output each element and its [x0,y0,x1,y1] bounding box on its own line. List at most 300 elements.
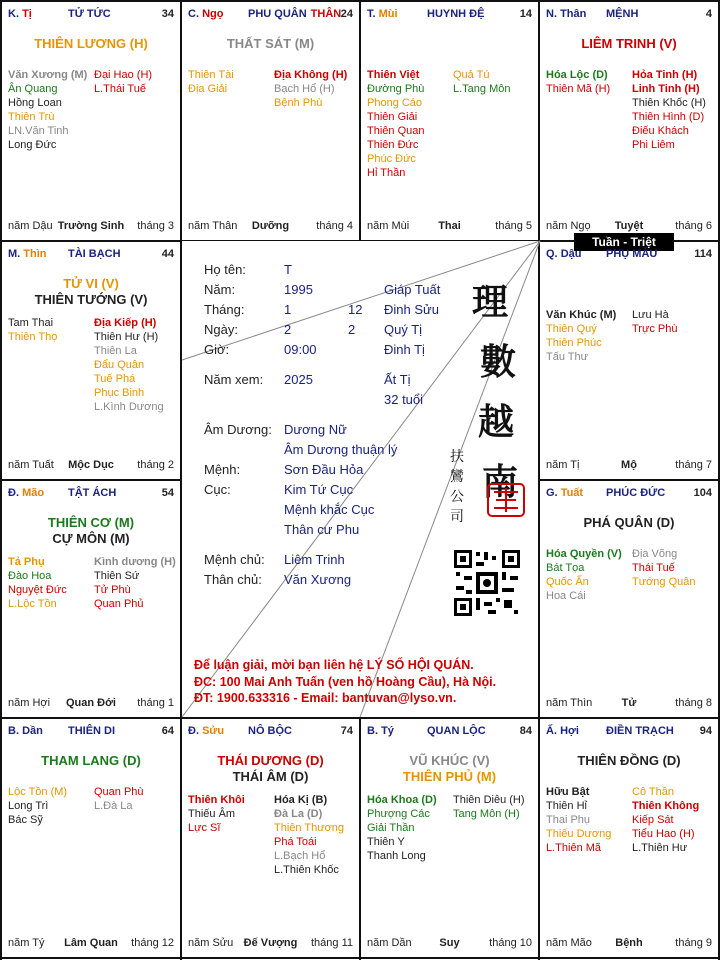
minor-stars-right [453,793,525,821]
seal-char-4: 司 [450,509,464,525]
palace-header [8,8,174,24]
palace-can-chi [367,725,394,737]
footer-stage: Tuyệt [614,220,644,232]
palace-number: 94 [699,725,712,737]
minor-star: Phượng Các [367,808,430,820]
am-duong-label: Âm Dương: [204,422,272,437]
palace-name-text: TỬ TỨC [68,8,111,20]
palace-name [606,725,674,737]
thang-can-chi: Đinh Sửu [384,302,439,317]
palace-can: Đ. [188,725,199,737]
footer-year: năm Tuất [8,459,54,471]
minor-star: Đường Phù [367,83,425,95]
palace-chi: Tý [381,725,394,737]
palace-header [188,8,353,24]
minor-star: Bát Tọa [546,562,585,574]
palace-name-text: PHỤ MẪU [606,248,658,260]
contact-line-3: ĐT: 1900.633316 - Email: bantuvan@lyso.vn. [194,691,457,705]
minor-star: Thiên Khôi [188,794,245,806]
red-seal-icon [486,482,526,518]
footer-stage: Quan Đới [66,697,116,709]
footer-year: năm Tý [8,937,45,949]
minor-star: Hữu Bật [546,786,590,798]
minor-star: Thiên Hình (D) [632,111,705,123]
minor-stars-right [94,555,176,611]
footer-year: năm Sửu [188,937,234,949]
palace-number: 114 [694,248,712,260]
minor-star: Địa Không (H) [274,69,348,81]
palace-number: 44 [161,248,174,260]
minor-star: Quốc Ấn [546,576,589,588]
minor-star: Phá Toái [274,836,317,848]
contact-line-1: Để luận giải, mời bạn liên hệ LÝ SỐ HỘI QUÁN. [194,658,474,672]
minor-star: Tam Thai [8,317,54,329]
calligraphy-char-3: 越 [478,401,515,443]
minor-star: Thiên Diêu (H) [453,794,525,806]
minor-star: Bác Sỹ [8,814,43,826]
minor-star: Tử Phù [94,584,131,596]
palace-mui [361,2,538,240]
palace-footer [367,937,532,951]
main-star: THIÊN LƯƠNG (H) [34,36,148,51]
seal-char-1: 扶 [450,449,464,465]
footer-year: năm Thân [188,220,238,232]
palace-name [248,8,341,20]
minor-star: Thiên Thương [274,822,345,834]
ngay-am: 2 [348,322,356,337]
minor-stars-left [188,793,245,835]
minor-stars-right [94,68,152,96]
palace-hoi [540,719,718,957]
palace-footer [367,220,532,234]
minor-star: Lực Sĩ [188,822,221,834]
minor-star: Thái Tuế [632,562,675,574]
than-cu: Thân cư Phu [284,522,360,537]
minor-star: Phi Liêm [632,139,675,151]
minor-star: Văn Khúc (M) [546,309,617,321]
nam-label: Năm: [204,282,236,297]
contact-line-2: ĐC: 100 Mai Anh Tuấn (ven hồ Hoàng Cầu), Hà Nội. [194,675,497,689]
palace-footer [8,697,174,711]
main-star: THÁI DƯƠNG (D) [217,753,324,768]
minor-star: L.Bạch Hổ [274,850,326,862]
minor-star: Bệnh Phù [274,97,323,109]
minor-stars-left [546,68,610,96]
minor-star: Long Trì [8,800,49,812]
palace-header [367,8,532,24]
palace-header [546,248,712,264]
minor-stars-left [8,785,67,827]
footer-month: tháng 2 [137,459,174,471]
menh-label: Mệnh: [204,462,241,477]
footer-month: tháng 10 [489,937,532,949]
palace-header [8,725,174,741]
minor-stars-left [8,68,87,152]
menh-chu-value: Liêm Trinh [284,552,345,567]
minor-star: Thanh Long [367,850,426,862]
palace-chi: Ngọ [202,8,224,20]
footer-year: năm Hợi [8,697,51,709]
palace-name [68,487,116,499]
minor-star: Thiên Mã (H) [546,83,611,95]
ngay-duong: 2 [284,322,292,337]
thang-label: Tháng: [204,302,245,317]
footer-year: năm Mùi [367,220,410,232]
footer-year: năm Ngọ [546,220,591,232]
footer-month: tháng 7 [675,459,712,471]
minor-star: Nguyệt Đức [8,584,67,596]
palace-ngo [182,2,359,240]
footer-month: tháng 12 [131,937,174,949]
palace-can: Q. [546,248,558,260]
palace-number: 64 [161,725,174,737]
palace-can-chi [8,487,44,499]
palace-number: 84 [519,725,532,737]
palace-can: C. [188,8,199,20]
cuc-label: Cục: [204,482,231,497]
minor-star: L.Thái Tuế [94,83,146,95]
footer-stage: Mộ [621,459,637,471]
palace-can: N. [546,8,557,20]
thang-duong: 1 [284,302,292,317]
palace-can-chi [546,487,583,499]
center-info [180,240,540,718]
than-chu-label: Thân chủ: [204,572,262,587]
minor-star: Thiên Phúc [546,337,602,349]
minor-star: Thiếu Dương [546,828,612,840]
palace-header [188,725,353,741]
palace-can: G. [546,487,558,499]
palace-name-text: NÔ BỘC [248,725,292,737]
minor-star: Thiên La [94,345,137,357]
nam-can-chi: Giáp Tuất [384,282,441,297]
footer-year: năm Dần [367,937,412,949]
minor-star: Linh Tinh (H) [632,83,700,95]
palace-footer [188,937,353,951]
minor-star: L.Thiên Khốc [274,864,339,876]
cuc-khac: Mệnh khắc Cục [284,502,375,517]
menh-chu-label: Mệnh chủ: [204,552,265,567]
main-star: THIÊN PHỦ (M) [402,769,497,784]
minor-stars-right [632,547,696,589]
minor-star: Đẩu Quân [94,359,145,371]
cuc-value: Kim Tứ Cục [284,482,354,497]
minor-star: Phong Cáo [367,97,423,109]
footer-month: tháng 3 [137,220,174,232]
footer-stage: Trường Sinh [57,220,125,232]
footer-stage: Dưỡng [251,220,290,232]
footer-stage: Đế Vượng [243,937,298,949]
minor-star: Thiên Hư (H) [94,331,159,343]
minor-stars-left [8,316,57,344]
palace-header [367,725,532,741]
palace-chi: Dậu [560,248,582,260]
main-star: THẤT SÁT (M) [226,36,315,51]
palace-can: Ấ. [546,725,557,737]
palace-chi: Hợi [560,725,579,737]
palace-can: B. [8,725,19,737]
minor-stars-left [367,68,424,180]
footer-year: năm Thìn [546,697,593,709]
palace-name [427,725,486,737]
palace-name [427,8,484,20]
nam-xem-can-chi: Ất Tị [384,372,411,387]
palace-can-chi [8,248,47,260]
palace-name [606,248,657,260]
main-star: VŨ KHÚC (V) [409,753,490,768]
thang-am: 12 [348,302,363,317]
minor-stars-right [274,68,347,110]
palace-header [8,487,174,503]
palace-footer [546,697,712,711]
minor-star: Thiên Quý [546,323,597,335]
minor-star: Thiên Đức [367,139,419,151]
palace-chi: Tuất [560,487,584,499]
seal-char-3: 公 [450,489,464,505]
palace-can-chi [367,8,398,20]
footer-month: tháng 6 [675,220,712,232]
footer-year: năm Mão [546,937,592,949]
tuoi-value: 32 tuổi [384,392,424,407]
palace-can: T. [367,8,376,20]
ho-ten-value: T [284,262,292,277]
minor-star: Lộc Tồn (M) [8,786,68,798]
palace-dau [540,242,718,479]
palace-can: M. [8,248,21,260]
minor-star: Lưu Hà [632,309,669,321]
minor-stars-left [188,68,234,96]
calligraphy-char-2: 數 [480,341,517,383]
palace-mao [2,481,180,717]
footer-month: tháng 1 [137,697,174,709]
minor-stars-right [94,785,144,813]
minor-star: Tả Phụ [8,556,45,568]
palace-name-text: THIÊN DI [68,725,116,737]
footer-month: tháng 8 [675,697,712,709]
footer-stage: Bệnh [615,937,643,949]
ngay-label: Ngày: [204,322,238,337]
minor-star: Thiên Hỉ [546,800,587,812]
ho-ten-label: Họ tên: [204,262,246,277]
footer-stage: Tử [621,697,637,709]
palace-ti [2,2,180,240]
palace-chi: Thìn [23,248,47,260]
tuan-triet-badge: Tuần - Triệt [574,233,674,251]
seal-char-2: 鸞 [450,469,464,485]
palace-number: 74 [340,725,353,737]
main-star: CỰ MÔN (M) [52,531,130,546]
palace-can: K. [8,8,19,20]
palace-can-chi [188,8,223,20]
minor-star: Thiên Thọ [8,331,58,343]
palace-chi: Tị [22,8,32,20]
than-chu-value: Văn Xương [284,572,352,587]
footer-stage: Lâm Quan [64,937,118,949]
calligraphy-char-4: 南 [482,461,519,503]
palace-name-text: TẬT ÁCH [68,487,117,499]
minor-star: Trực Phù [632,323,678,335]
minor-star: Tuế Phá [94,373,136,385]
palace-footer [546,937,712,951]
main-star: THIÊN CƠ (M) [47,515,135,530]
minor-star: Tiểu Hao (H) [632,828,695,840]
palace-ty [361,719,538,957]
palace-dan [2,719,180,957]
minor-stars-left [546,547,622,603]
palace-suu [182,719,359,957]
minor-star: Cô Thần [632,786,674,798]
main-star: THAM LANG (D) [41,753,141,768]
palace-can-chi [546,725,579,737]
palace-name [68,8,111,20]
palace-header [546,8,712,24]
minor-star: Địa Võng [632,548,678,560]
minor-star: Quan Phù [94,786,144,798]
minor-star: Hỉ Thần [367,167,406,179]
minor-star: Địa Giải [188,83,228,95]
minor-star: Bạch Hổ (H) [274,83,335,95]
minor-star: Thiên Giải [367,111,418,123]
footer-month: tháng 4 [316,220,353,232]
minor-stars-right [94,316,164,414]
minor-star: Tang Môn (H) [453,808,520,820]
minor-star: LN.Văn Tinh [8,125,69,137]
am-duong-value: Dương Nữ [284,422,347,437]
palace-name [68,725,115,737]
minor-star: Thiên Không [632,800,700,812]
minor-stars-right [274,793,344,877]
minor-stars-right [632,308,677,336]
minor-star: Giải Thần [367,822,415,834]
palace-number: 24 [340,8,353,20]
minor-star: Hóa Kị (B) [274,794,328,806]
palace-name [606,8,638,20]
palace-name-text: QUAN LỘC [427,725,486,737]
palace-footer [546,459,712,473]
palace-number: 14 [519,8,532,20]
palace-can-chi [188,725,224,737]
palace-name-text: PHU QUÂN [248,8,307,20]
minor-star: L.Thiên Mã [546,842,602,854]
palace-number: 54 [161,487,174,499]
minor-star: Kình dương (H) [94,556,176,568]
gio-can-chi: Đinh Tị [384,342,425,357]
minor-stars-right [632,785,699,855]
main-star: THIÊN ĐỒNG (D) [577,753,681,768]
palace-header [546,487,712,503]
minor-star: Phúc Đức [367,153,416,165]
palace-can-chi [8,8,32,20]
minor-star: Thiên Sứ [94,570,140,582]
minor-star: Hỏa Tinh (H) [632,69,698,81]
minor-stars-left [546,308,616,364]
minor-star: Hóa Quyền (V) [546,548,622,560]
palace-name-text: PHÚC ĐỨC [606,487,666,499]
palace-can: B. [367,725,378,737]
am-duong-ly: Âm Dương thuận lý [284,442,398,457]
minor-star: Tấu Thư [546,351,589,363]
minor-star: Hoa Cái [546,590,586,602]
palace-name-text: HUYNH ĐỆ [427,8,485,20]
palace-name-text: MỆNH [606,8,639,20]
minor-star: Kiếp Sát [632,814,674,826]
minor-star: Văn Xương (M) [8,69,88,81]
palace-chi: Mùi [378,8,398,20]
minor-star: Thiên Khốc (H) [632,97,706,109]
minor-star: Quả Tú [453,69,490,81]
minor-stars-left [367,793,437,863]
palace-chi: Sửu [202,725,225,737]
minor-star: Điếu Khách [632,125,689,137]
minor-star: Đà La (D) [274,808,323,820]
minor-star: Thiên Việt [367,69,420,81]
minor-star: Đào Hoa [8,570,52,582]
palace-name [68,248,121,260]
palace-name-text: ĐIỀN TRẠCH [606,725,674,737]
than-marker: THÂN [310,8,342,20]
minor-star: Long Đức [8,139,57,151]
minor-star: Đại Hao (H) [94,69,153,81]
minor-stars-left [546,785,611,855]
minor-star: Phục Binh [94,387,145,399]
minor-star: Thiên Tài [188,69,234,81]
ngay-can-chi: Quý Tị [384,322,423,337]
minor-star: Hóa Khoa (D) [367,794,437,806]
nam-xem-value: 2025 [284,372,313,387]
minor-star: L.Đà La [94,800,133,812]
palace-footer [8,459,174,473]
minor-star: Hóa Lộc (D) [546,69,608,81]
minor-stars-right [632,68,706,152]
footer-stage: Suy [439,937,460,949]
palace-number: 4 [705,8,712,20]
palace-chi: Dần [22,725,43,737]
minor-star: Ân Quang [8,83,58,95]
nam-xem-label: Năm xem: [204,372,264,387]
palace-can: Đ. [8,487,19,499]
minor-star: Thiên Quan [367,125,425,137]
palace-header [546,725,712,741]
minor-star: Thiên Trù [8,111,55,123]
main-star: LIÊM TRINH (V) [581,36,677,51]
palace-header [8,248,174,264]
footer-month: tháng 5 [495,220,532,232]
footer-year: năm Dậu [8,220,53,232]
footer-stage: Thai [438,220,461,232]
palace-chi: Mão [22,487,45,499]
minor-star: Tướng Quân [632,576,696,588]
qr-code-icon [452,548,522,618]
main-star: PHÁ QUÂN (D) [583,515,675,530]
minor-star: Thiếu Âm [188,808,236,820]
minor-star: Thai Phụ [546,814,591,826]
palace-can-chi [546,8,586,20]
palace-can-chi [8,725,43,737]
minor-star: L.Lộc Tồn [8,598,57,610]
main-star: THIÊN TƯỚNG (V) [34,292,148,307]
palace-can-chi [546,248,581,260]
minor-star: Quan Phủ [94,598,144,610]
minor-star: Thiên Y [367,836,405,848]
minor-star: L.Tang Môn [453,83,511,95]
minor-stars-right [453,68,510,96]
minor-stars-left [8,555,67,611]
footer-month: tháng 9 [675,937,712,949]
palace-footer [188,220,353,234]
calligraphy-char-1: 理 [472,281,509,323]
footer-year: năm Tị [546,459,580,471]
palace-chi: Thân [560,8,587,20]
